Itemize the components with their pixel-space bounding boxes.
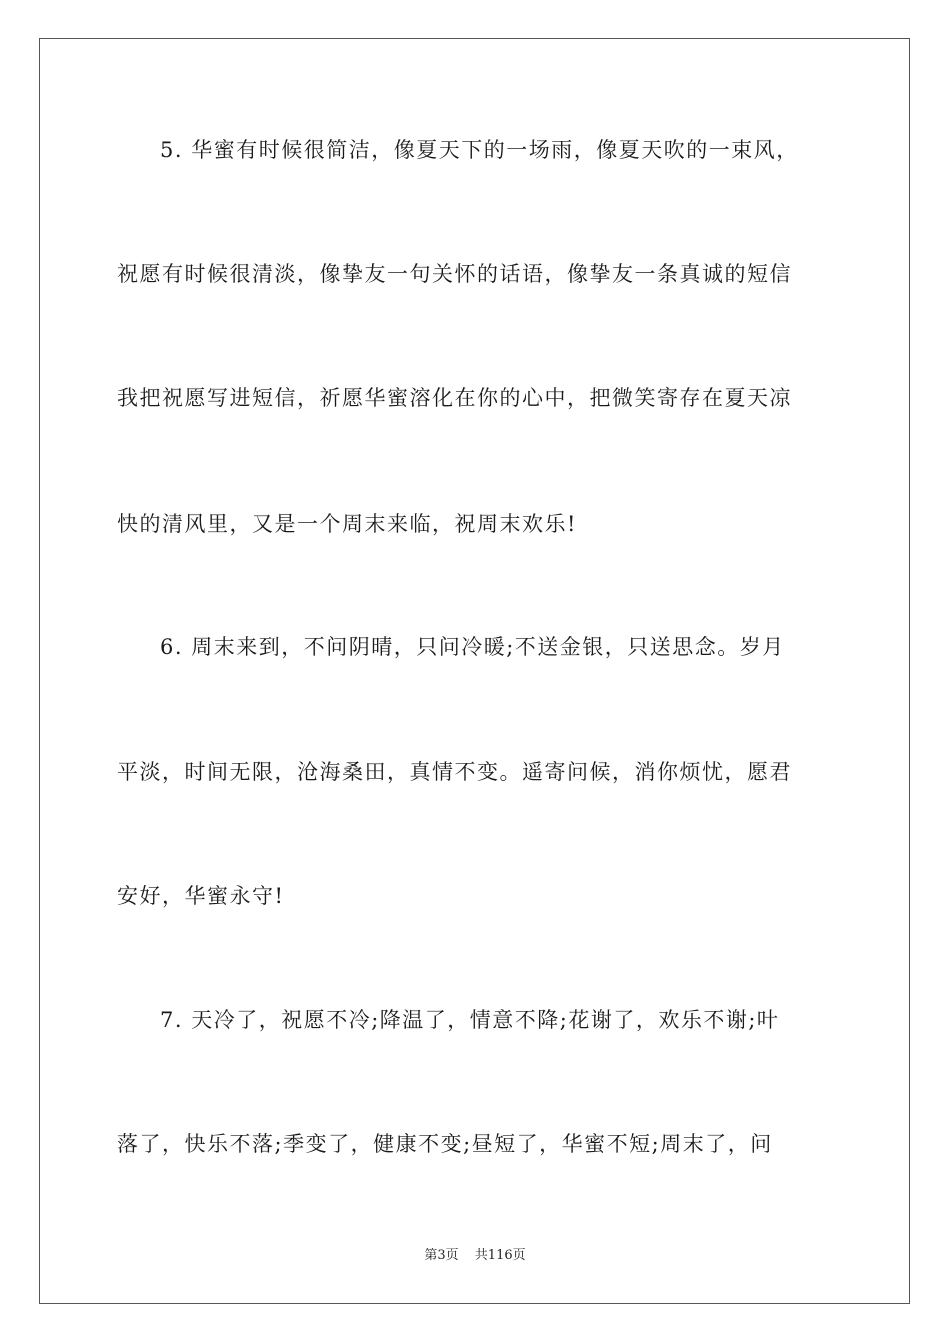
page-border <box>39 38 910 1304</box>
text-line-2: 祝愿有时候很清淡，像挚友一句关怀的话语，像挚友一条真诚的短信 <box>117 262 792 286</box>
text-line-1: 5. 华蜜有时候很简洁，像夏天下的一场雨，像夏天吹的一束风， <box>160 138 799 162</box>
total-pages-label: 共116页 <box>474 1248 526 1263</box>
text-line-3: 我把祝愿写进短信，祈愿华蜜溶化在你的心中，把微笑寄存在夏天凉 <box>117 386 792 410</box>
text-line-7: 安好，华蜜永守! <box>117 884 285 908</box>
text-line-9: 落了，快乐不落;季变了，健康不变;昼短了，华蜜不短;周末了，问 <box>117 1132 773 1156</box>
text-line-8: 7. 天冷了，祝愿不冷;降温了，情意不降;花谢了，欢乐不谢;叶 <box>160 1008 780 1032</box>
text-line-5: 6. 周末来到，不问阴晴，只问冷暖;不送金银，只送思念。岁月 <box>160 635 785 659</box>
text-line-4: 快的清风里，又是一个周末来临，祝周末欢乐! <box>117 512 577 536</box>
current-page-label: 第3页 <box>424 1248 459 1263</box>
page-footer <box>0 1247 950 1265</box>
text-line-6: 平淡，时间无限，沧海桑田，真情不变。遥寄问候，消你烦忧，愿君 <box>117 760 792 784</box>
